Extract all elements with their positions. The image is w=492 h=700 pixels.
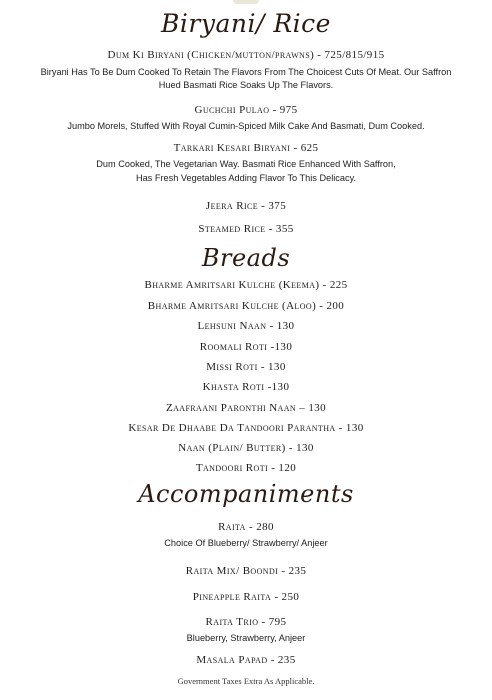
menu-item-jeera-rice: Jeera Rice - 375 xyxy=(205,200,287,212)
section-title-breads: Breads xyxy=(201,244,291,272)
menu-item-guchchi-pulao: Guchchi Pulao - 975 xyxy=(194,104,298,116)
menu-item-description: Dum Cooked, The Vegetarian Way. Basmati Rice Enhanced With Saffron, xyxy=(96,159,396,169)
section-title-biryani-rice: Biryani/ Rice xyxy=(161,9,331,38)
menu-item-description: Choice Of Blueberry/ Strawberry/ Anjeer xyxy=(164,538,328,548)
menu-item-bread: Zaafraani Paronthi Naan – 130 xyxy=(165,402,327,414)
menu-item-steamed-rice: Steamed Rice - 355 xyxy=(198,223,294,235)
menu-item-description: Blueberry, Strawberry, Anjeer xyxy=(186,633,306,643)
menu-item-raita: Raita - 280 xyxy=(218,521,274,533)
section-title-accompaniments: Accompaniments xyxy=(138,480,354,508)
top-ornament xyxy=(233,0,259,4)
menu-item-tarkari-kesari-biryani: Tarkari Kesari Biryani - 625 xyxy=(173,142,319,154)
menu-item-description: Has Fresh Vegetables Adding Flavor To This Delicacy. xyxy=(135,173,357,183)
menu-item-dum-ki-biryani: Dum Ki Biryani (Chicken/mutton/prawns) - 725/815/915 xyxy=(107,49,385,61)
menu-item-description: Jumbo Morels, Stuffed With Royal Cumin-Spiced Milk Cake And Basmati, Dum Cooked. xyxy=(67,121,425,131)
menu-item-bread: Naan (Plain/ Butter) - 130 xyxy=(178,442,314,454)
menu-item-pineapple-raita: Pineapple Raita - 250 xyxy=(192,591,300,603)
menu-item-bread: Khasta Roti -130 xyxy=(202,381,290,393)
menu-item-masala-papad: Masala Papad - 235 xyxy=(196,654,296,666)
menu-item-bread: Bharme Amritsari Kulche (Aloo) - 200 xyxy=(147,300,345,312)
menu-item-bread: Roomali Roti -130 xyxy=(199,341,293,353)
menu-item-raita-trio: Raita Trio - 795 xyxy=(205,616,287,628)
menu-item-description: Biryani Has To Be Dum Cooked To Retain The Flavors From The Choicest Cuts Of Meat. Our Saffron xyxy=(40,67,452,77)
menu-item-bread: Tandoori Roti - 120 xyxy=(195,462,297,474)
menu-item-bread: Missi Roti - 130 xyxy=(206,361,286,373)
menu-item-bread: Kesar De Dhaabe Da Tandoori Parantha - 130 xyxy=(128,422,364,434)
menu-item-bread: Lehsuni Naan - 130 xyxy=(197,320,295,332)
menu-item-description: Hued Basmati Rice Soaks Up The Flavors. xyxy=(158,80,334,90)
menu-item-bread: Bharme Amritsari Kulche (Keema) - 225 xyxy=(144,279,348,291)
footer-note: Government Taxes Extra As Applicable. xyxy=(177,676,315,686)
menu-item-raita-mix: Raita Mix/ Boondi - 235 xyxy=(185,565,307,577)
